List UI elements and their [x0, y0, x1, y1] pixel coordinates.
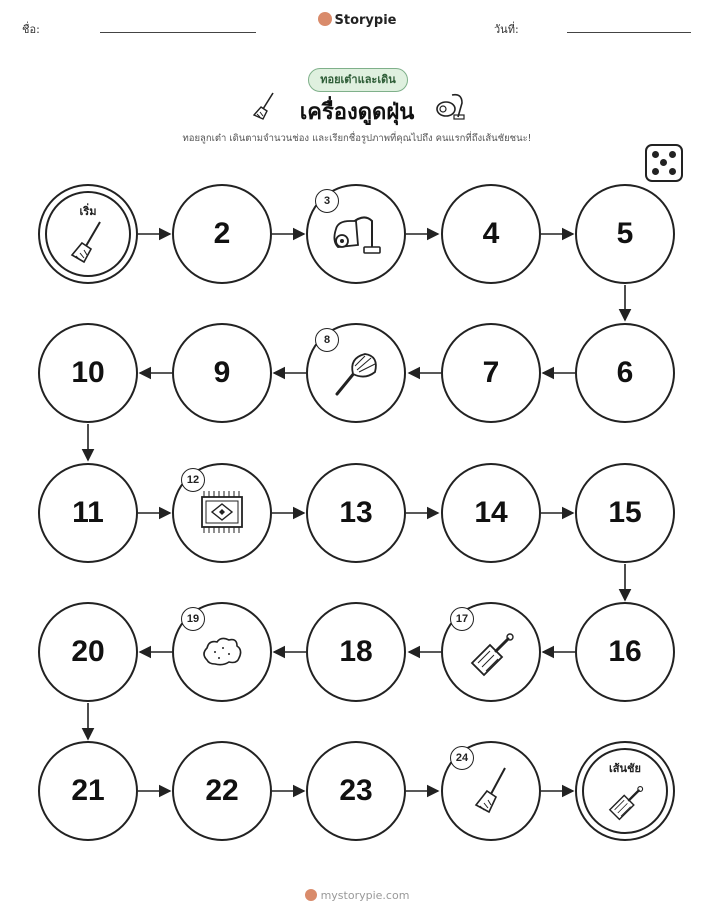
board-cell-10: 10 — [38, 323, 138, 423]
cell-number-badge: 24 — [450, 746, 474, 770]
brand-logo: Storypie — [0, 12, 714, 28]
game-type-badge: ทอยเต๋าและเดิน — [308, 68, 408, 92]
broom-icon — [471, 766, 511, 816]
board-cell-22: 22 — [172, 741, 272, 841]
board-cell-21: 21 — [38, 741, 138, 841]
board-cell-8 — [306, 323, 406, 423]
instructions: ทอยลูกเต๋า เดินตามจำนวนช่อง และเรียกชื่อรูปภาพที่คุณไปถึง คนแรกที่ถึงเส้นชัยชนะ! — [182, 133, 532, 144]
rug-icon — [196, 491, 248, 535]
name-label: ชื่อ: — [22, 23, 40, 36]
page-title: เครื่องดูดฝุ่น — [299, 100, 415, 125]
board-cell-13: 13 — [306, 463, 406, 563]
board-cell-finish — [575, 741, 675, 841]
cell-number-badge: 8 — [315, 328, 339, 352]
date-label: วันที่: — [494, 23, 519, 36]
board-cell-18: 18 — [306, 602, 406, 702]
board-cell-17 — [441, 602, 541, 702]
cell-number-badge: 17 — [450, 607, 474, 631]
feather-duster-icon — [331, 348, 381, 398]
board-cell-24 — [441, 741, 541, 841]
board-cell-16: 16 — [575, 602, 675, 702]
board-cell-9: 9 — [172, 323, 272, 423]
cell-number-badge: 3 — [315, 189, 339, 213]
board-cell-3 — [306, 184, 406, 284]
cell-number-badge: 12 — [181, 468, 205, 492]
board-cell-2: 2 — [172, 184, 272, 284]
vacuum-cleaner-icon — [328, 211, 384, 257]
dustpan-icon — [466, 627, 516, 677]
finish-label: เส้นชัย — [609, 762, 641, 775]
dust-cloud-icon — [199, 634, 245, 670]
board-cell-23: 23 — [306, 741, 406, 841]
footer-brand: mystorypie.com — [0, 889, 714, 902]
board-cell-15: 15 — [575, 463, 675, 563]
start-label: เริ่ม — [79, 205, 97, 218]
bear-icon — [305, 889, 317, 901]
cell-number-badge: 19 — [181, 607, 205, 631]
board-cell-5: 5 — [575, 184, 675, 284]
board-cell-11: 11 — [38, 463, 138, 563]
board-cell-12 — [172, 463, 272, 563]
board-cell-20: 20 — [38, 602, 138, 702]
board-cell-14: 14 — [441, 463, 541, 563]
board-cell-start — [38, 184, 138, 284]
board-cell-6: 6 — [575, 323, 675, 423]
board-cell-4: 4 — [441, 184, 541, 284]
board-cell-19 — [172, 602, 272, 702]
board-cell-7: 7 — [441, 323, 541, 423]
